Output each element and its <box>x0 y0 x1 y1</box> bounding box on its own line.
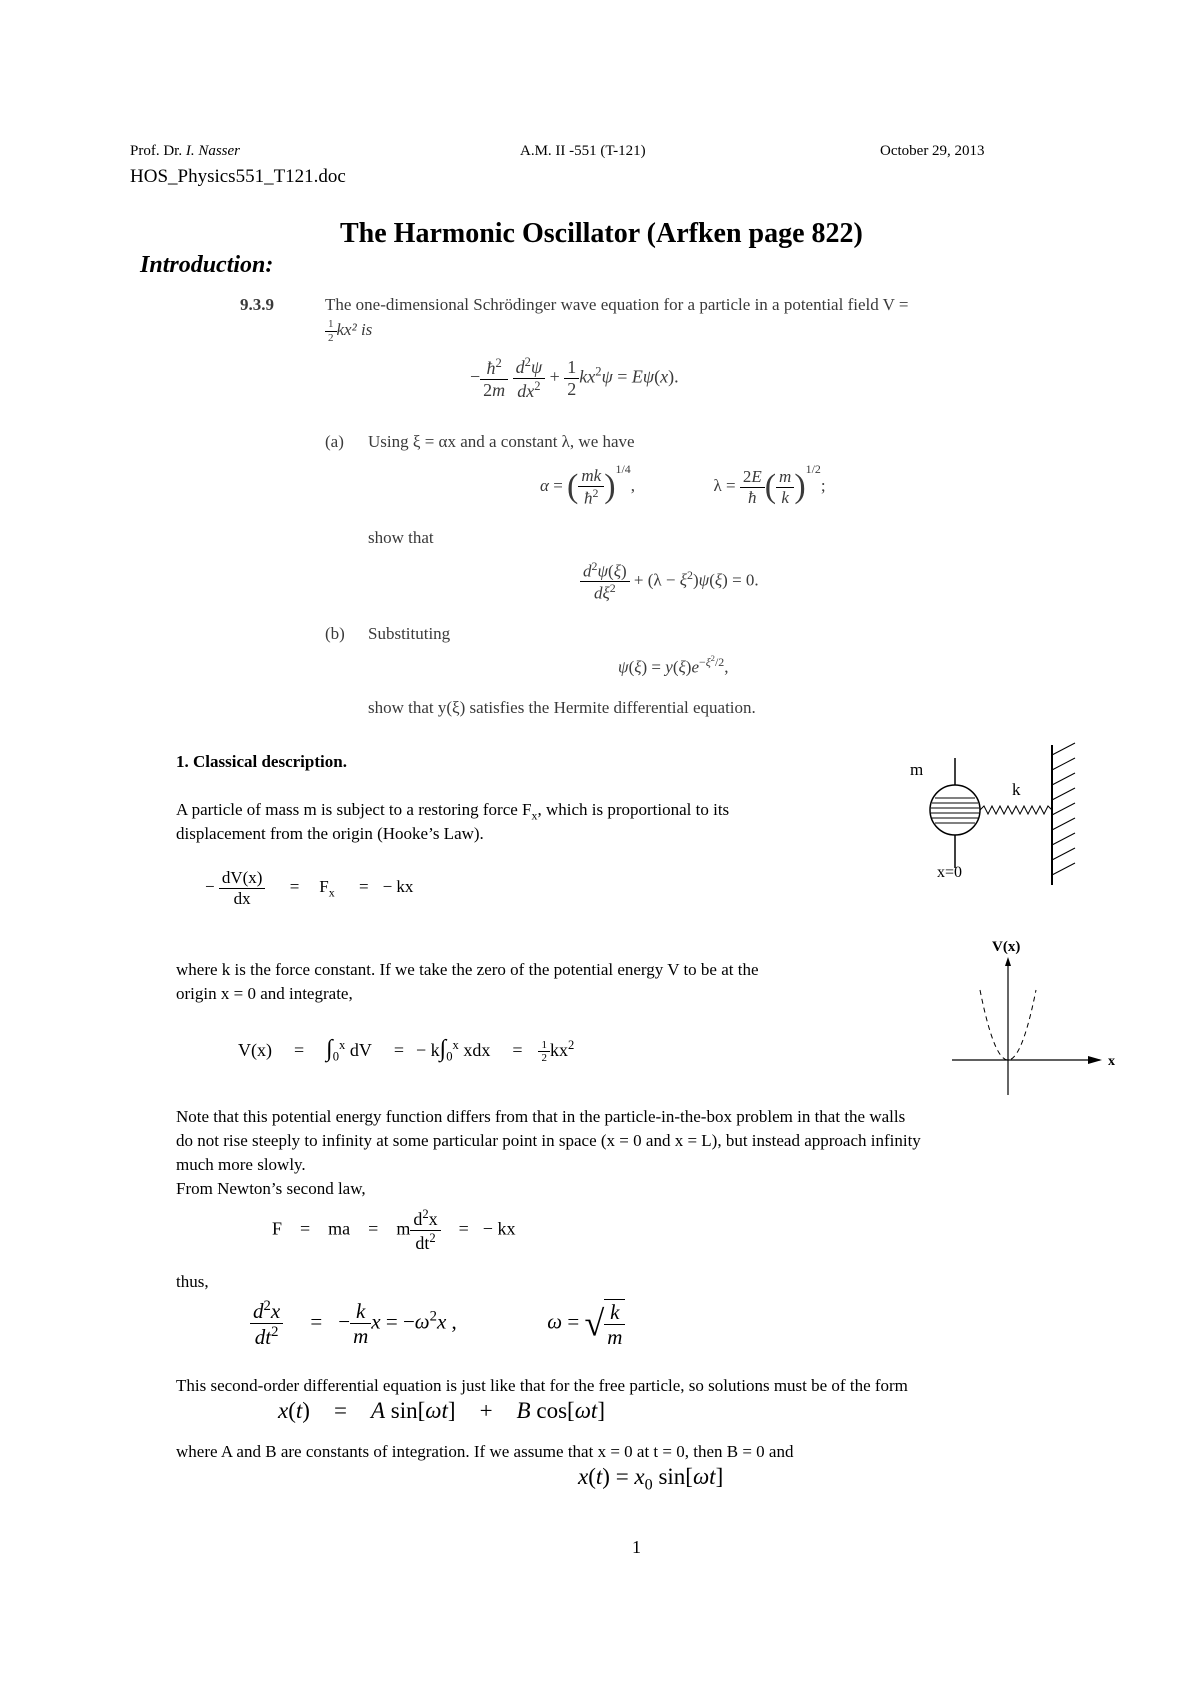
para4: This second-order differential equation is just like that for the free particle, so solutions must be of the form <box>176 1376 908 1395</box>
x-axis-label: x <box>1108 1054 1115 1069</box>
header-filename: HOS_Physics551_T121.doc <box>130 166 346 187</box>
part-b-label: (b) <box>325 624 345 643</box>
para3-line3: much more slowly. <box>176 1155 306 1174</box>
part-b-conclusion: show that y(ξ) satisfies the Hermite differential equation. <box>368 698 756 717</box>
para1-line1: A particle of mass m is subject to a restoring force $F_x$, which is proportional to its <box>176 800 730 823</box>
para3-line2: do not rise steeply to infinity at some particular point in space (x = 0 and x = L), but instead approach infinity <box>176 1131 921 1150</box>
schrodinger-equation: − $\frac{ħ^2}{2m}$ $\frac{d^2\psi}{dx^2}$ + $\frac{1}{2}$ $kx^2\psi = E\psi(x)$. <box>470 355 679 401</box>
integral-equation: $V(x) = \int_0^x$ dV = − $k\int_0^x$ xdx = $\frac{1}{2}$ $kx^2$ <box>238 1036 575 1065</box>
potential-axis-label: V(x) <box>992 939 1021 955</box>
para5: where A and B are constants of integration. If we assume that x = 0 at t = 0, then B = 0 and <box>176 1442 794 1461</box>
header-author: Prof. Dr. I. Nasser <box>130 143 241 159</box>
part-b-text: Substituting <box>368 624 451 643</box>
thus-line: thus, <box>176 1272 209 1291</box>
particular-solution: $x(t) = x_0$ sin[ωt] <box>578 1464 724 1494</box>
wall-hatching <box>1052 743 1075 875</box>
problem-statement-line1: The one-dimensional Schrödinger wave equation for a particle in a potential field V = <box>325 295 909 314</box>
general-solution: x(t) = A sin[ωt] + B cos[ωt] <box>278 1398 605 1423</box>
show-that-label: show that <box>368 528 434 547</box>
problem-statement-line2: $\frac{1}{2}$ kx² is <box>325 318 372 344</box>
potential-figure <box>950 935 1120 1100</box>
spring-label: k <box>1012 780 1021 799</box>
mass-circle <box>930 785 980 835</box>
para2-line2: origin x = 0 and integrate, <box>176 984 353 1003</box>
transformed-equation: $\frac{d^2\psi(\xi)}{d\xi^2}$ + $(\lambda - \xi^2)\psi(\xi) = 0$. <box>580 560 759 603</box>
problem-number: 9.3.9 <box>240 295 274 314</box>
part-a-label: (a) <box>325 432 344 451</box>
mass-label: m <box>910 760 924 779</box>
section-heading: 1. Classical description. <box>176 752 347 771</box>
page-number: 1 <box>632 1537 641 1557</box>
para3-line1: Note that this potential energy function differs from that in the particle-in-the-box problem in that the walls <box>176 1107 906 1126</box>
para1-line2: displacement from the origin (Hooke’s Law). <box>176 824 484 843</box>
equation-of-motion: $\frac{d^2x}{dt^2}$ = − $\frac{k}{m}$ $x = -\omega^2x$ , ω = √ $\frac{k}{m}$ <box>250 1298 625 1349</box>
origin-label: x=0 <box>937 864 963 881</box>
x-axis-arrow <box>1088 1056 1102 1064</box>
spring-coil <box>980 806 1052 814</box>
header-date: October 29, 2013 <box>880 143 985 159</box>
hookes-law-equation: − $\frac{dV(x)}{dx}$ = $F_x$ = − kx <box>205 868 414 908</box>
page-title: The Harmonic Oscillator (Arfken page 822) <box>340 218 863 249</box>
newton-line: From Newton’s second law, <box>176 1179 366 1198</box>
y-axis-arrow <box>1005 957 1011 966</box>
header-course: A.M. II -551 (T-121) <box>520 143 646 159</box>
spring-mass-figure <box>880 740 1110 890</box>
para2-line1: where k is the force constant. If we take the zero of the potential energy V to be at the <box>176 960 759 979</box>
substitution-equation: $\psi(\xi) = y(\xi)e^{-\xi^2/2}$, <box>618 654 729 677</box>
alpha-lambda-equation: α = ( $\frac{mk}{ħ^2}$ )$^{1/4}$, λ = $\frac{2E}{ħ}$ ( $\frac{m}{k}$ )$^{1/2}$; <box>540 462 826 508</box>
newton-equation: F = ma = m $\frac{d^2x}{dt^2}$ = − kx <box>272 1207 516 1253</box>
part-a-text: Using ξ = αx and a constant λ, we have <box>368 432 635 451</box>
intro-heading: Introduction: <box>140 252 274 278</box>
